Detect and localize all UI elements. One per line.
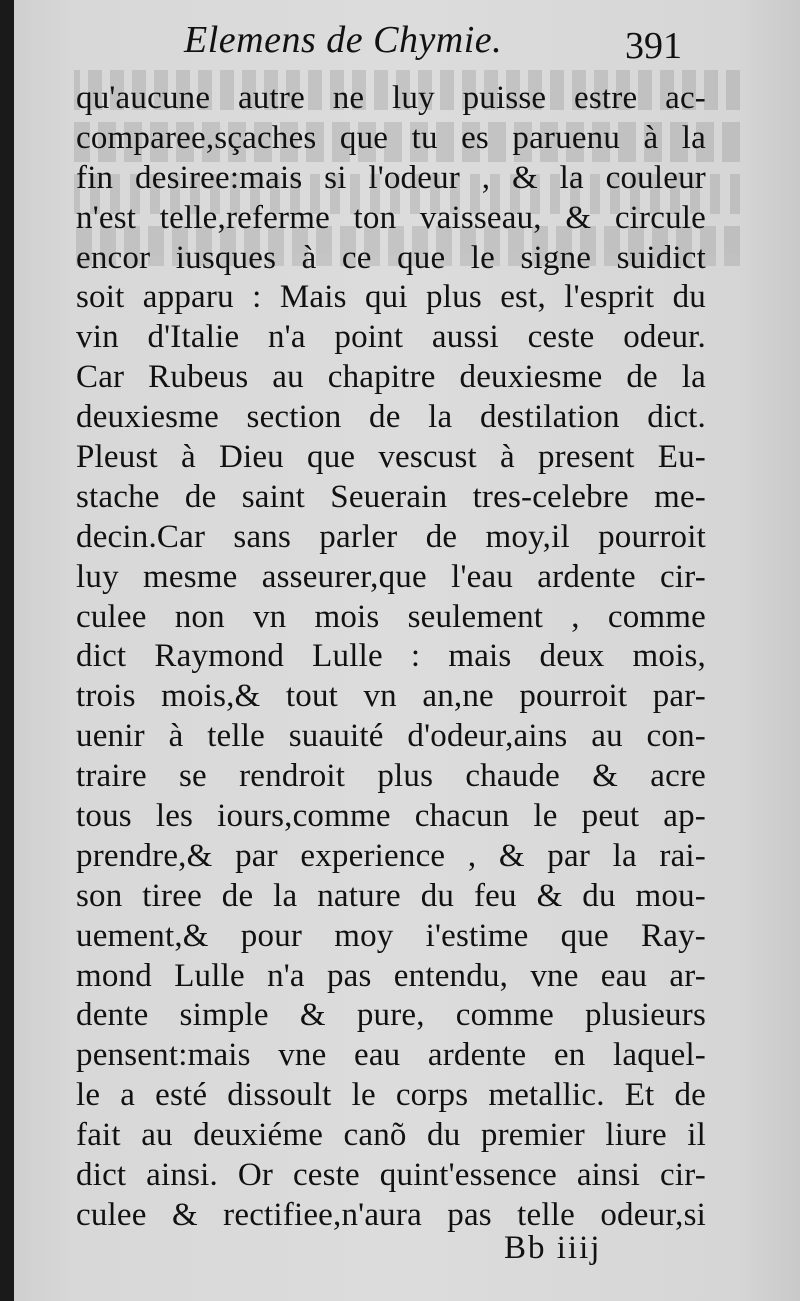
text-line: dict ainsi. Or ceste quint'essence ainsi cir- [76,1157,706,1194]
text-line: pensent:mais vne eau ardente en laquel- [76,1037,706,1074]
page-number: 391 [625,25,682,67]
text-line: deuxiesme section de la destilation dict. [76,399,706,436]
text-line: fin desiree:mais si l'odeur , & la couleur [76,159,706,196]
text-line: n'est telle,referme ton vaisseau, & circule [76,199,706,236]
signature-mark: Bb iiij [504,1230,602,1266]
text-line: Car Rubeus au chapitre deuxiesme de la [76,359,706,396]
text-line: culee & rectifiee,n'aura pas telle odeur,si [76,1196,706,1233]
text-line: dict Raymond Lulle : mais deux mois, [76,638,706,675]
text-line: prendre,& par experience , & par la rai- [76,837,706,874]
running-title: Elemens de Chymie. [184,19,503,61]
text-line: uenir à telle suauité d'odeur,ains au con- [76,718,706,755]
text-line: traire se rendroit plus chaude & acre [76,758,706,795]
text-line: trois mois,& tout vn an,ne pourroit par- [76,678,706,715]
text-line: soit apparu : Mais qui plus est, l'esprit du [76,279,706,316]
text-line: dente simple & pure, comme plusieurs [76,997,706,1034]
text-line: fait au deuxiéme canõ du premier liure il [76,1117,706,1154]
text-line: qu'aucune autre ne luy puisse estre ac- [76,80,706,116]
text-line: uement,& pour moy i'estime que Ray- [76,917,706,954]
text-line: culee non vn mois seulement , comme [76,598,706,635]
body-text [76,78,706,1235]
text-line: comparee,sçaches que tu es paruenu à la [76,119,706,156]
text-line: stache de saint Seuerain tres-celebre me- [76,478,706,515]
page-header [184,18,684,68]
text-line: Pleust à Dieu que vescust à present Eu- [76,439,706,476]
book-page [14,0,800,1301]
text-line: vin d'Italie n'a point aussi ceste odeur. [76,319,706,356]
text-line: encor iusques à ce que le signe suidict [76,239,706,276]
text-line: tous les iours,comme chacun le peut ap- [76,798,706,835]
text-line: le a esté dissoult le corps metallic. Et de [76,1077,706,1114]
text-line: luy mesme asseurer,que l'eau ardente cir- [76,558,706,595]
text-line: son tiree de la nature du feu & du mou- [76,877,706,914]
text-line: decin.Car sans parler de moy,il pourroit [76,518,706,555]
text-line: mond Lulle n'a pas entendu, vne eau ar- [76,957,706,994]
